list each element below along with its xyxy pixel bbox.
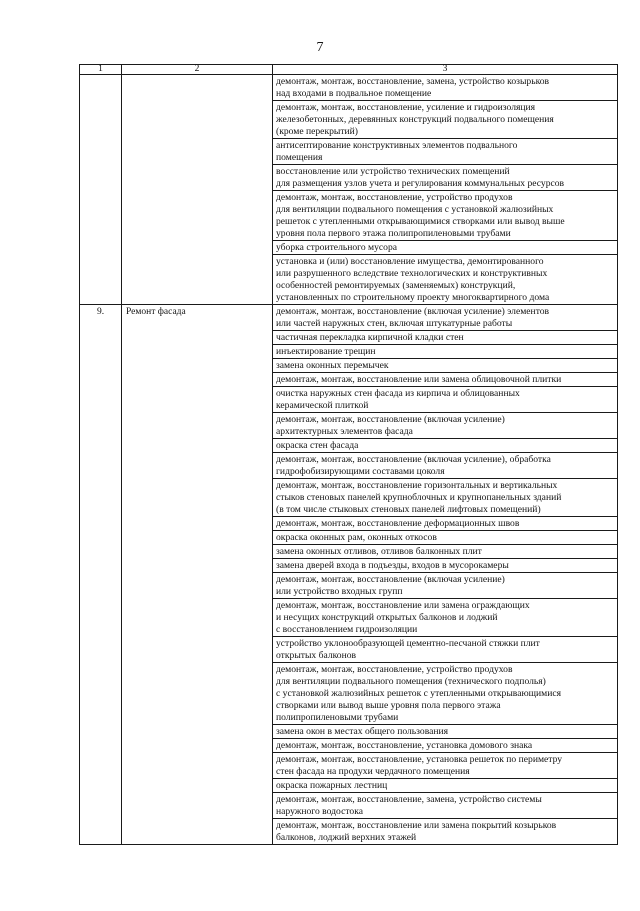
- work-item: антисептирование конструктивных элементов подвального помещения: [273, 138, 617, 164]
- table-row-continuation: [80, 75, 618, 305]
- row-number-cell: [80, 75, 122, 305]
- table-row-9: [80, 305, 618, 845]
- work-item: демонтаж, монтаж, восстановление (включая усиление) или устройство входных групп: [273, 572, 617, 598]
- work-item: демонтаж, монтаж, восстановление деформационных швов: [273, 516, 617, 530]
- work-item: инъектирование трещин: [273, 344, 617, 358]
- work-item: замена оконных отливов, отливов балконных плит: [273, 544, 617, 558]
- work-item: демонтаж, монтаж, восстановление, установка решеток по периметру стен фасада на продухи чердачного помещения: [273, 752, 617, 778]
- work-item: очистка наружных стен фасада из кирпича и облицованных керамической плиткой: [273, 386, 617, 412]
- works-table: [79, 64, 618, 845]
- work-item: демонтаж, монтаж, восстановление или замена ограждающих и несущих конструкций открытых балконов и лоджий с восстановлением гидроизоляции: [273, 598, 617, 636]
- row-number-cell: 9.: [80, 305, 122, 845]
- work-item: установка и (или) восстановление имущества, демонтированного или разрушенного вследствие технологических и конструктивных особенностей ремонтируемых (заменяемых) конструкций, установленных по строительному проекту многоквартирного дома: [273, 254, 617, 304]
- work-item: демонтаж, монтаж, восстановление (включая усиление) элементов или частей наружных стен, включая штукатурные работы: [276, 306, 550, 329]
- work-item: демонтаж, монтаж, восстановление, устройство продухов для вентиляции подвального помещения с установкой жалюзийных решеток с утепленными открывающимися створками или вывод выше уровня пола первого этажа полипропиленовыми трубами: [273, 190, 617, 240]
- work-item: демонтаж, монтаж, восстановление (включая усиление), обработка гидрофобизирующими составами цоколя: [273, 452, 617, 478]
- work-item: окраска пожарных лестниц: [273, 778, 617, 792]
- page-number: 7: [316, 40, 324, 55]
- work-item: демонтаж, монтаж, восстановление, устройство продухов для вентиляции подвального помещения (технического подполья) с установкой жалюзийных решеток с утепленными открывающимися створками или вывод выше уровня пола первого этажа полипропиленовыми трубами: [273, 662, 617, 724]
- work-item: демонтаж, монтаж, восстановление горизонтальных и вертикальных стыков стеновых панелей крупноблочных и крупнопанельных зданий (в том числе стыковых стеновых панелей лифтовых помещений): [273, 478, 617, 516]
- work-item: окраска оконных рам, оконных откосов: [273, 530, 617, 544]
- works-list: [273, 305, 618, 845]
- works-list: [273, 75, 618, 305]
- work-item: замена дверей входа в подъезды, входов в мусорокамеры: [273, 558, 617, 572]
- work-item: демонтаж, монтаж, восстановление, замена, устройство системы наружного водостока: [273, 792, 617, 818]
- header-cell-2: 2: [122, 65, 273, 75]
- work-item: демонтаж, монтаж, восстановление, установка домового знака: [273, 738, 617, 752]
- row-name-cell: [122, 75, 273, 305]
- work-item: окраска стен фасада: [273, 438, 617, 452]
- work-item: демонтаж, монтаж, восстановление или замена покрытий козырьков балконов, лоджий верхних этажей: [273, 818, 617, 844]
- work-item: демонтаж, монтаж, восстановление, замена, устройство козырьков над входами в подвальное помещение: [276, 76, 550, 99]
- work-item: демонтаж, монтаж, восстановление, усиление и гидроизоляция железобетонных, деревянных конструкций подвального помещения (кроме перекрытий): [273, 100, 617, 138]
- work-item: замена оконных перемычек: [273, 358, 617, 372]
- table-header-row: [80, 65, 618, 75]
- work-item: устройство уклонообразующей цементно-песчаной стяжки плит открытых балконов: [273, 636, 617, 662]
- header-cell-3: 3: [273, 65, 618, 75]
- work-item: демонтаж, монтаж, восстановление (включая усиление) архитектурных элементов фасада: [273, 412, 617, 438]
- work-item: уборка строительного мусора: [273, 240, 617, 254]
- work-item: замена окон в местах общего пользования: [273, 724, 617, 738]
- work-item: восстановление или устройство технических помещений для размещения узлов учета и регулирования коммунальных ресурсов: [273, 164, 617, 190]
- work-item: демонтаж, монтаж, восстановление или замена облицовочной плитки: [273, 372, 617, 386]
- work-item: частичная перекладка кирпичной кладки стен: [273, 330, 617, 344]
- header-cell-1: 1: [80, 65, 122, 75]
- row-name-cell: Ремонт фасада: [122, 305, 273, 845]
